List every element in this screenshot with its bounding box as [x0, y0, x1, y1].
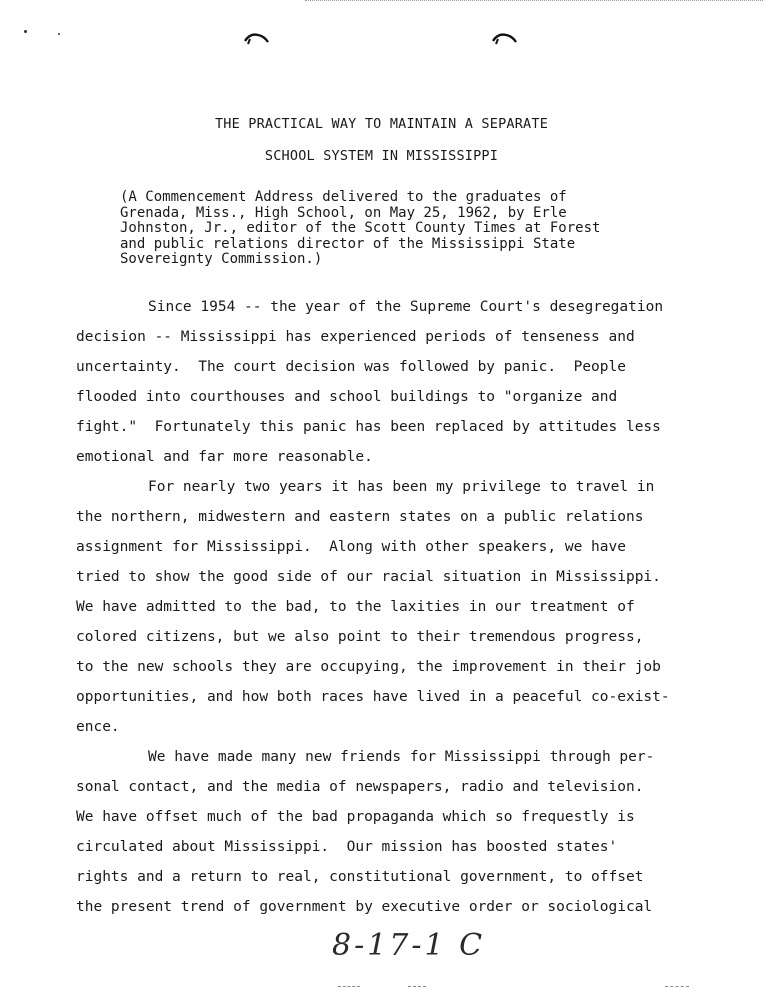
commencement-note — [120, 190, 660, 268]
body-line: fight." Fortunately this panic has been replaced by attitudes less — [76, 419, 661, 435]
body-line: We have offset much of the bad propaganda which so frequestly is — [76, 809, 635, 825]
body-line: For nearly two years it has been my privilege to travel in — [148, 479, 655, 495]
speck-mark — [24, 30, 27, 33]
body-line: the northern, midwestern and eastern states on a public relations — [76, 509, 644, 525]
body-line: Since 1954 -- the year of the Supreme Court's desegregation — [148, 299, 664, 315]
body-line: assignment for Mississippi. Along with other speakers, we have — [76, 539, 626, 555]
intro-line: Johnston, Jr., editor of the Scott County Times at Forest — [120, 220, 601, 237]
body-text — [76, 292, 716, 922]
body-line: circulated about Mississippi. Our mission has boosted states' — [76, 839, 618, 855]
body-line: sonal contact, and the media of newspapers, radio and television. — [76, 779, 644, 795]
body-line: colored citizens, but we also point to their tremendous progress, — [76, 629, 644, 645]
body-line: to the new schools they are occupying, the improvement in their job — [76, 659, 661, 675]
body-line: opportunities, and how both races have lived in a peaceful co-exist- — [76, 689, 670, 705]
bottom-edge-mark — [338, 986, 360, 988]
body-line: We have admitted to the bad, to the laxities in our treatment of — [76, 599, 635, 615]
body-line: ence. — [76, 719, 120, 735]
punch-hole-mark-left — [244, 32, 270, 46]
handwritten-note: 8-17-1 C — [332, 928, 486, 963]
body-line: flooded into courthouses and school buildings to "organize and — [76, 389, 618, 405]
body-line: tried to show the good side of our racial situation in Mississippi. — [76, 569, 661, 585]
intro-line: (A Commencement Address delivered to the graduates of — [120, 189, 567, 205]
intro-line: Sovereignty Commission.) — [120, 251, 323, 268]
punch-hole-mark-right — [492, 32, 518, 46]
bottom-edge-mark — [408, 986, 426, 988]
document-title-line-1: THE PRACTICAL WAY TO MAINTAIN A SEPARATE — [214, 116, 549, 132]
intro-line: and public relations director of the Mississippi State — [120, 235, 576, 252]
intro-line: Grenada, Miss., High School, on May 25, 1962, by Erle — [120, 204, 567, 221]
speck-mark — [58, 33, 60, 35]
body-line: uncertainty. The court decision was followed by panic. People — [76, 359, 626, 375]
body-line: decision -- Mississippi has experienced periods of tenseness and — [76, 329, 635, 345]
body-line: the present trend of government by executive order or sociological — [76, 899, 653, 915]
document-title-line-2: SCHOOL SYSTEM IN MISSISSIPPI — [264, 148, 499, 164]
body-line: We have made many new friends for Mississippi through per- — [148, 749, 655, 765]
top-edge-dots — [305, 0, 763, 3]
body-line: rights and a return to real, constitutional government, to offset — [76, 869, 644, 885]
bottom-edge-mark — [665, 986, 689, 988]
body-line: emotional and far more reasonable. — [76, 449, 373, 465]
